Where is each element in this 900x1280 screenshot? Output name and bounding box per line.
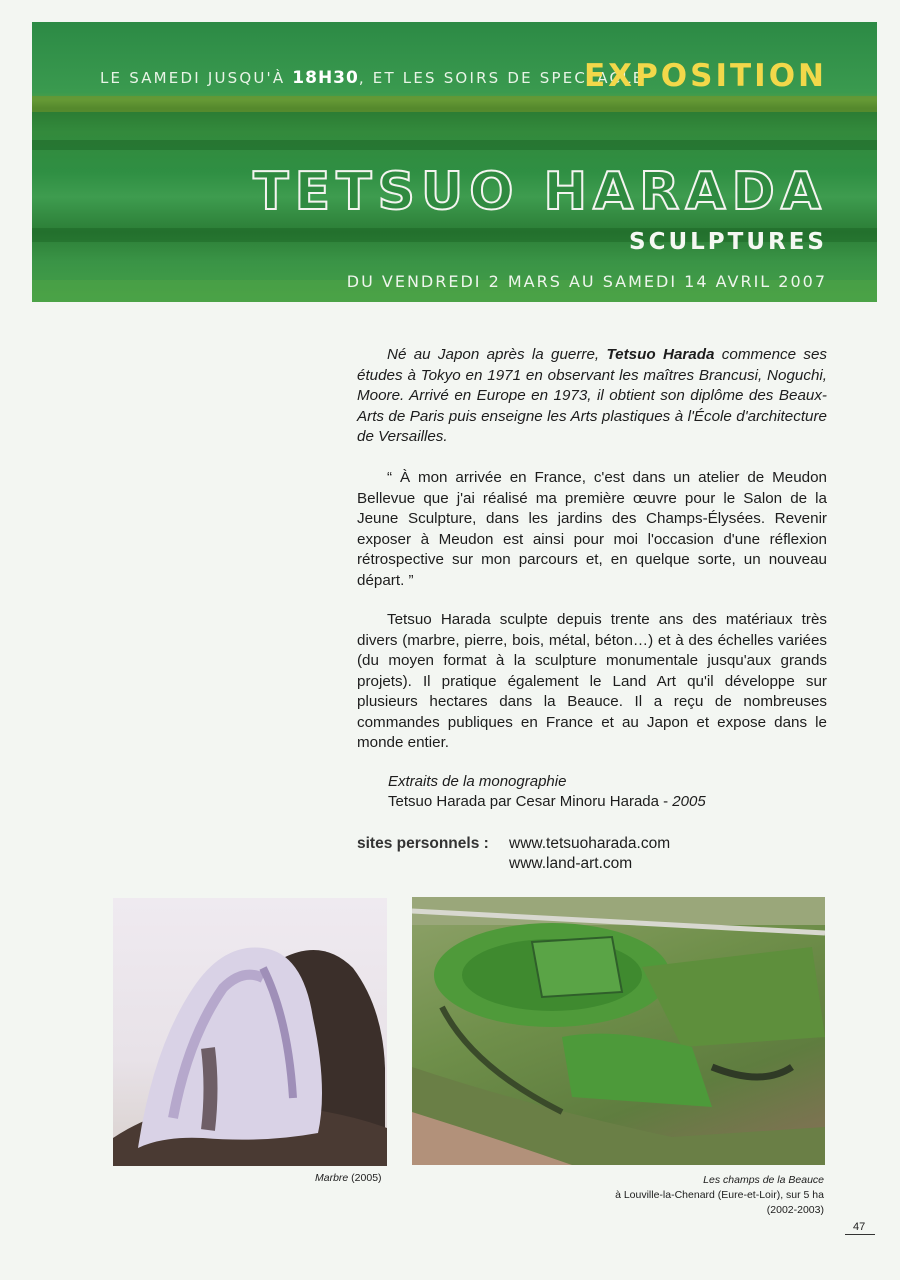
marble-caption: Marbre (2005)	[315, 1172, 382, 1184]
artist-name-bold: Tetsuo Harada	[606, 346, 715, 363]
page-number-rule	[845, 1234, 875, 1235]
banner-stripe	[32, 96, 877, 112]
exhibition-subtitle: SCULPTURES	[629, 229, 827, 255]
quote-paragraph: “ À mon arrivée en France, c'est dans un atelier de Meudon Bellevue que j'ai réalisé ma première œuvre pour le Salon de la Jeune Sculpture, dans les jardins des Champs-Élysées. Revenir exposer à Meudon est ainsi pour moi l'occasion d'une réflexion rétrospective sur mon parcours et, en quelque sorte, un nouveau départ. ”	[357, 469, 827, 589]
personal-sites	[357, 834, 671, 872]
sites-label: sites personnels :	[357, 835, 489, 852]
banner-stripe	[32, 140, 877, 150]
page-number: 47	[853, 1221, 866, 1233]
marble-sculpture-illustration	[113, 898, 387, 1166]
exhibition-banner	[32, 22, 877, 302]
opening-hours: LE SAMEDI JUSQU'À 18H30, ET LES SOIRS DE SPECTACLE	[100, 68, 645, 88]
monograph-credit: Extraits de la monographie Tetsuo Harada par Cesar Minoru Harada - 2005	[388, 773, 706, 810]
artist-name: TETSUO HARADA	[253, 162, 827, 222]
site-link-tetsuoharada[interactable]: www.tetsuoharada.com	[509, 835, 671, 852]
land-art-caption: Les champs de la Beauce à Louville-la-Chenard (Eure-et-Loir), sur 5 ha (2002-2003)	[615, 1174, 824, 1216]
bio-paragraph: Tetsuo Harada sculpte depuis trente ans des matériaux très divers (marbre, pierre, bois, métal, béton…) et à des échelles variées (du moyen format à la sculpture monumentale jusqu'aux grands projets). Il pratique également le Land Art qu'il développe sur plusieurs hectares dans la Beauce. Il a reçu de nombreuses commandes publiques en France et au Japon et expose dans le monde entier.	[357, 611, 827, 751]
land-art-aerial-illustration	[412, 897, 825, 1165]
exposition-label: EXPOSITION	[584, 58, 827, 94]
exhibition-dates: DU VENDREDI 2 MARS AU SAMEDI 14 AVRIL 2007	[346, 272, 827, 291]
marble-sculpture-photo	[113, 898, 387, 1166]
land-art-aerial-photo	[412, 897, 825, 1165]
intro-paragraph: Né au Japon après la guerre, Tetsuo Harada commence ses études à Tokyo en 1971 en observant les maîtres Brancusi, Noguchi, Moore. Arrivé en Europe en 1973, il obtient son diplôme des Beaux-Arts de Paris puis enseigne les Arts plastiques à l'École d'architecture de Versailles.	[357, 346, 828, 445]
site-link-land-art[interactable]: www.land-art.com	[509, 855, 633, 872]
